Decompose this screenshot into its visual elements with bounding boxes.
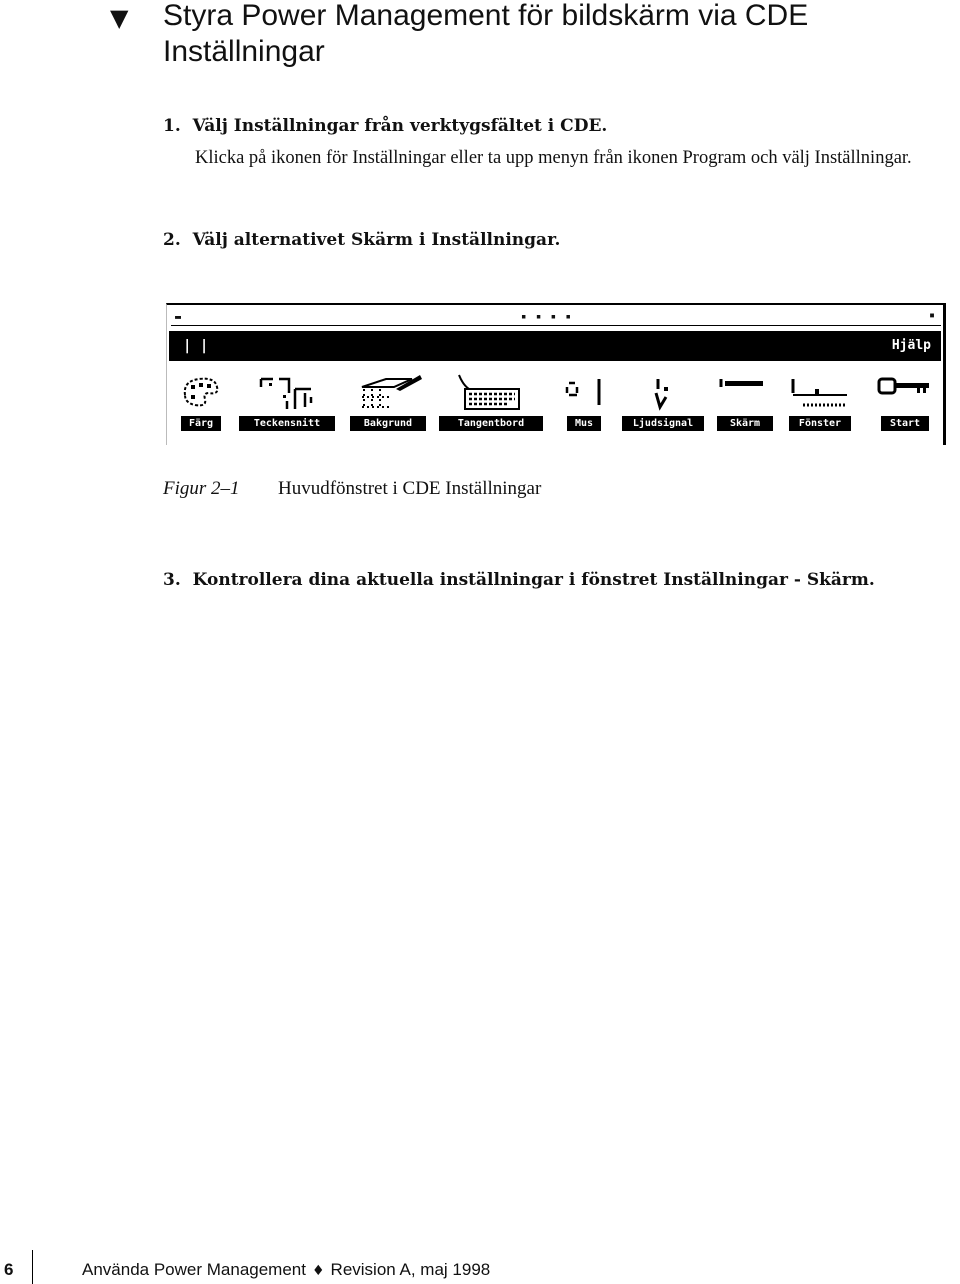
control-label: Färg [181, 416, 221, 431]
control-label: Ljudsignal [622, 416, 704, 431]
control-label: Start [881, 416, 929, 431]
control-beep[interactable] [622, 373, 704, 435]
control-startup[interactable] [877, 373, 933, 435]
control-window[interactable] [789, 373, 851, 435]
control-label: Bakgrund [350, 416, 426, 431]
window-titlebar [171, 311, 941, 326]
step-1-detail: Klicka på ikonen för Inställningar eller ta upp menyn från ikonen Program och välj Inställningar. [195, 148, 912, 168]
font-icon [239, 373, 335, 413]
footer-divider [32, 1250, 33, 1284]
control-label: Mus [567, 416, 601, 431]
control-keyboard[interactable] [439, 373, 543, 435]
startup-key-icon [877, 373, 933, 413]
keyboard-icon [439, 373, 543, 413]
figure-caption: Huvudfönstret i CDE Inställningar [278, 478, 542, 499]
control-label: Teckensnitt [239, 416, 335, 431]
window-menu-icon[interactable]: ▬ [175, 312, 182, 323]
control-label: Fönster [789, 416, 851, 431]
step-number: 1. [163, 116, 181, 136]
figure-label: Figur 2–1 [163, 478, 240, 499]
step-text: Välj Inställningar från verktygsfältet i CDE. [192, 116, 608, 136]
screen-icon [717, 373, 773, 413]
style-manager-window [166, 303, 946, 445]
step-1 [163, 115, 607, 137]
menu-file[interactable]: | | [183, 338, 209, 354]
control-font[interactable] [239, 373, 335, 435]
control-backdrop[interactable] [350, 373, 426, 435]
footer-chapter: Använda Power Management [82, 1260, 306, 1279]
step-3 [163, 569, 875, 591]
menu-help[interactable]: Hjälp [891, 338, 931, 353]
beep-icon [622, 373, 704, 413]
maximize-icon[interactable]: ▪ [928, 310, 935, 321]
control-mouse[interactable] [565, 373, 605, 435]
window-icon [789, 373, 851, 413]
page-number: 6 [4, 1260, 14, 1279]
menubar [169, 331, 941, 361]
step-text: Välj alternativet Skärm i Inställningar. [192, 230, 561, 250]
mouse-icon [565, 373, 605, 413]
step-number: 3. [163, 570, 181, 590]
section-heading: Styra Power Management för bildskärm via CDE Inställningar [163, 0, 809, 68]
window-title: ▪ ▪ ▪ ▪ [521, 312, 573, 322]
control-screen[interactable] [717, 373, 773, 435]
backdrop-icon [350, 373, 426, 413]
control-label: Tangentbord [439, 416, 543, 431]
footer-revision: Revision A, maj 1998 [330, 1260, 491, 1279]
step-2 [163, 229, 560, 251]
control-color[interactable] [179, 373, 223, 435]
step-text: Kontrollera dina aktuella inställningar i fönstret Inställningar - Skärm. [192, 570, 875, 590]
palette-icon [179, 373, 223, 413]
diamond-separator-icon: ♦ [311, 1263, 325, 1279]
footer-text [82, 1258, 490, 1283]
step-number: 2. [163, 230, 181, 250]
control-label: Skärm [717, 416, 773, 431]
section-marker-icon: ▼ [110, 4, 129, 32]
